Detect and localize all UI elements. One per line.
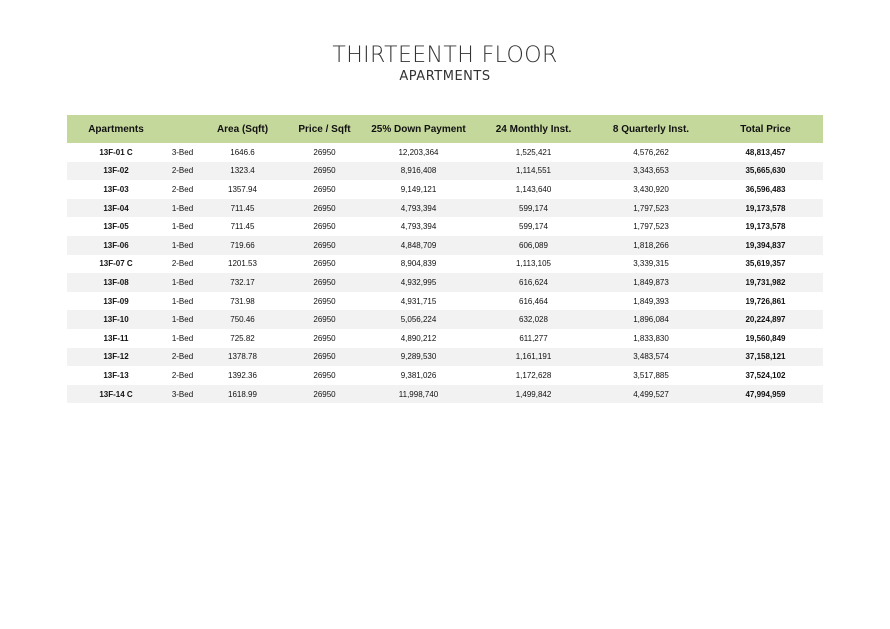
- area-cell: 1201.53: [228, 259, 257, 269]
- apartment-cell: 13F-12: [103, 352, 129, 362]
- table-header-row: [67, 115, 823, 143]
- down-payment-cell: 8,916,408: [400, 166, 437, 176]
- column-header: [165, 115, 200, 143]
- table-row: [67, 292, 823, 311]
- apartment-cell: 13F-14 C: [99, 389, 133, 399]
- total-price-cell: 47,994,959: [745, 389, 786, 399]
- table-row: [67, 180, 823, 199]
- down-payment-cell: 4,890,212: [400, 333, 437, 343]
- monthly-inst-cell: 1,499,842: [515, 389, 552, 399]
- monthly-inst-cell: 1,525,421: [515, 147, 552, 157]
- bedrooms-cell: 2-Bed: [171, 166, 194, 176]
- down-payment-cell: 4,848,709: [400, 240, 437, 250]
- area-cell: 732.17: [230, 277, 255, 287]
- quarterly-inst-cell: 3,483,574: [633, 352, 669, 362]
- price-per-sqft-cell: 26950: [313, 333, 336, 343]
- quarterly-inst-cell: 1,818,266: [633, 240, 669, 250]
- down-payment-cell: 8,904,839: [400, 259, 437, 269]
- table-row: [67, 143, 823, 162]
- down-payment-cell: 4,793,394: [400, 222, 437, 232]
- monthly-inst-cell: 599,174: [519, 222, 548, 232]
- quarterly-inst-cell: 1,849,873: [633, 277, 669, 287]
- bedrooms-cell: 2-Bed: [171, 184, 194, 194]
- apartment-cell: 13F-07 C: [99, 259, 133, 269]
- table-row: [67, 199, 823, 218]
- bedrooms-cell: 1-Bed: [171, 277, 194, 287]
- price-per-sqft-cell: 26950: [313, 240, 336, 250]
- quarterly-inst-cell: 4,499,527: [633, 389, 669, 399]
- monthly-inst-cell: 616,624: [519, 277, 548, 287]
- down-payment-cell: 9,381,026: [400, 370, 437, 380]
- quarterly-inst-cell: 3,339,315: [633, 259, 669, 269]
- total-price-cell: 35,619,357: [745, 259, 786, 269]
- area-cell: 725.82: [230, 333, 255, 343]
- total-price-cell: 37,524,102: [745, 370, 786, 380]
- down-payment-cell: 11,998,740: [398, 389, 439, 399]
- total-price-cell: 19,173,578: [745, 222, 786, 232]
- area-cell: 1378.78: [228, 352, 257, 362]
- area-cell: 1646.6: [230, 147, 255, 157]
- apartment-cell: 13F-05: [103, 222, 129, 232]
- monthly-inst-cell: 606,089: [519, 240, 548, 250]
- down-payment-cell: 5,056,224: [400, 315, 437, 325]
- bedrooms-cell: 3-Bed: [171, 147, 194, 157]
- price-per-sqft-cell: 26950: [313, 184, 336, 194]
- table-row: [67, 385, 823, 404]
- table-row: [67, 236, 823, 255]
- price-per-sqft-cell: 26950: [313, 147, 336, 157]
- column-header: Apartments: [88, 123, 144, 135]
- price-per-sqft-cell: 26950: [313, 222, 336, 232]
- total-price-cell: 19,726,861: [745, 296, 786, 306]
- bedrooms-cell: 1-Bed: [171, 333, 194, 343]
- total-price-cell: 20,224,897: [745, 315, 786, 325]
- down-payment-cell: 9,289,530: [400, 352, 437, 362]
- table-row: [67, 348, 823, 367]
- column-header: 24 Monthly Inst.: [495, 123, 572, 135]
- quarterly-inst-cell: 1,833,830: [633, 333, 669, 343]
- down-payment-cell: 4,793,394: [400, 203, 437, 213]
- down-payment-cell: 4,931,715: [400, 296, 437, 306]
- area-cell: 711.45: [230, 203, 255, 213]
- monthly-inst-cell: 1,143,640: [515, 184, 552, 194]
- quarterly-inst-cell: 1,797,523: [633, 222, 669, 232]
- bedrooms-cell: 1-Bed: [171, 296, 194, 306]
- price-per-sqft-cell: 26950: [313, 166, 336, 176]
- monthly-inst-cell: 1,113,105: [516, 259, 551, 269]
- table-row: [67, 273, 823, 292]
- column-header: Price / Sqft: [298, 123, 351, 135]
- apartment-cell: 13F-09: [103, 296, 129, 306]
- bedrooms-cell: 3-Bed: [171, 389, 194, 399]
- quarterly-inst-cell: 3,517,885: [633, 370, 669, 380]
- bedrooms-cell: 2-Bed: [171, 259, 194, 269]
- area-cell: 1357.94: [228, 184, 257, 194]
- page-subtitle: APARTMENTS: [399, 69, 491, 84]
- apartment-cell: 13F-04: [103, 203, 129, 213]
- down-payment-cell: 9,149,121: [400, 184, 437, 194]
- monthly-inst-cell: 611,277: [519, 333, 548, 343]
- price-per-sqft-cell: 26950: [313, 277, 336, 287]
- price-per-sqft-cell: 26950: [313, 370, 336, 380]
- total-price-cell: 19,560,849: [745, 333, 786, 343]
- price-table: [67, 115, 823, 403]
- price-per-sqft-cell: 26950: [313, 389, 336, 399]
- down-payment-cell: 4,932,995: [400, 277, 437, 287]
- bedrooms-cell: 1-Bed: [171, 203, 194, 213]
- table-row: [67, 255, 823, 274]
- apartment-cell: 13F-01 C: [99, 147, 133, 157]
- table-row: [67, 310, 823, 329]
- column-header: Area (Sqft): [216, 123, 269, 135]
- quarterly-inst-cell: 3,343,653: [633, 166, 669, 176]
- quarterly-inst-cell: 3,430,920: [633, 184, 669, 194]
- apartment-cell: 13F-06: [103, 240, 129, 250]
- total-price-cell: 19,731,982: [745, 277, 786, 287]
- page-title: THIRTEENTH FLOOR: [332, 43, 558, 68]
- quarterly-inst-cell: 1,849,393: [633, 296, 669, 306]
- price-per-sqft-cell: 26950: [313, 203, 336, 213]
- area-cell: 1392.36: [228, 370, 257, 380]
- bedrooms-cell: 1-Bed: [171, 222, 194, 232]
- total-price-cell: 19,394,837: [745, 240, 786, 250]
- monthly-inst-cell: 1,161,191: [515, 352, 552, 362]
- price-per-sqft-cell: 26950: [313, 259, 336, 269]
- bedrooms-cell: 1-Bed: [171, 240, 194, 250]
- monthly-inst-cell: 599,174: [519, 203, 548, 213]
- apartment-cell: 13F-11: [103, 333, 129, 343]
- monthly-inst-cell: 632,028: [519, 315, 548, 325]
- apartment-cell: 13F-13: [103, 370, 129, 380]
- monthly-inst-cell: 1,172,628: [515, 370, 552, 380]
- column-header: Total Price: [740, 123, 791, 135]
- table-row: [67, 162, 823, 181]
- price-per-sqft-cell: 26950: [313, 315, 336, 325]
- monthly-inst-cell: 616,464: [519, 296, 548, 306]
- apartment-cell: 13F-03: [103, 184, 129, 194]
- area-cell: 1618.99: [228, 389, 257, 399]
- total-price-cell: 36,596,483: [745, 184, 786, 194]
- area-cell: 750.46: [230, 315, 255, 325]
- price-per-sqft-cell: 26950: [313, 352, 336, 362]
- quarterly-inst-cell: 1,896,084: [633, 315, 669, 325]
- total-price-cell: 48,813,457: [745, 147, 786, 157]
- area-cell: 1323.4: [230, 166, 255, 176]
- bedrooms-cell: 1-Bed: [171, 315, 194, 325]
- area-cell: 719.66: [230, 240, 255, 250]
- table-body: [67, 143, 823, 403]
- table-row: [67, 217, 823, 236]
- price-per-sqft-cell: 26950: [313, 296, 336, 306]
- total-price-cell: 19,173,578: [745, 203, 786, 213]
- area-cell: 731.98: [230, 296, 255, 306]
- column-header: 25% Down Payment: [371, 123, 466, 135]
- down-payment-cell: 12,203,364: [398, 147, 439, 157]
- table-row: [67, 329, 823, 348]
- bedrooms-cell: 2-Bed: [171, 352, 194, 362]
- quarterly-inst-cell: 1,797,523: [633, 203, 669, 213]
- total-price-cell: 35,665,630: [745, 166, 786, 176]
- apartment-cell: 13F-02: [103, 166, 129, 176]
- apartment-cell: 13F-10: [103, 315, 129, 325]
- apartment-cell: 13F-08: [103, 277, 129, 287]
- bedrooms-cell: 2-Bed: [171, 370, 194, 380]
- area-cell: 711.45: [230, 222, 255, 232]
- quarterly-inst-cell: 4,576,262: [633, 147, 669, 157]
- table-row: [67, 366, 823, 385]
- column-header: 8 Quarterly Inst.: [612, 123, 690, 135]
- total-price-cell: 37,158,121: [745, 352, 786, 362]
- monthly-inst-cell: 1,114,551: [516, 166, 551, 176]
